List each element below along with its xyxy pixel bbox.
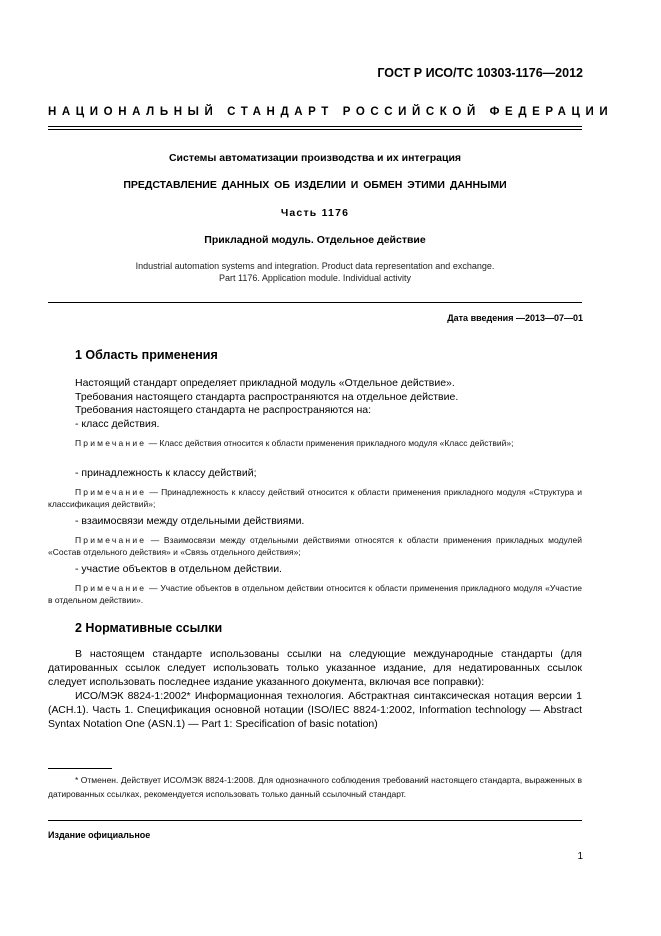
scope-note (48, 437, 582, 449)
title-english-line1: Industrial automation systems and integration. Product data representation and exchange. (135, 261, 495, 271)
header-rule-top (48, 126, 582, 127)
title-english-line2: Part 1176. Application module. Individual activity (219, 273, 411, 283)
note-lead: Примечание (75, 487, 147, 497)
note-lead: Примечание (75, 583, 147, 593)
title-series: Системы автоматизации производства и их интеграция (168, 152, 462, 164)
section1-line: Требования настоящего стандарта распространяются на отдельное действие. (75, 391, 459, 403)
note-text: — Взаимосвязи между отдельными действиями относятся к области применения прикладных модулей «Состав отдельного действия» и «Связь отдельного действия»; (48, 535, 582, 557)
official-edition-label: Издание официальное (48, 830, 151, 840)
scope-exclusion-item: - принадлежность к классу действий; (75, 467, 257, 479)
scope-note (48, 582, 582, 606)
section2-reference: ИСО/МЭК 8824-1:2002* Информационная технология. Абстрактная синтаксическая нотация версии 1 (АСН.1). Часть 1. Спецификация основной нотации (ISO/IEC 8824-1:2002, Information technology — Abstract Syntax Notation One (ASN.1) — Part 1: Specification of basic notation) (48, 690, 582, 730)
scope-exclusion-item: - взаимосвязи между отдельными действиями. (75, 515, 305, 527)
scope-note (48, 486, 582, 510)
scope-exclusion-item: - участие объектов в отдельном действии. (75, 563, 282, 575)
title-module: Прикладной модуль. Отдельное действие (204, 234, 426, 246)
national-standard-banner: НАЦИОНАЛЬНЫЙ СТАНДАРТ РОССИЙСКОЙ ФЕДЕРАЦИИ (48, 106, 614, 118)
introduction-date: Дата введения —2013—07—01 (447, 313, 583, 323)
footnote: * Отменен. Действует ИСО/МЭК 8824-1:2008. Для однозначного соблюдения требований настоящего стандарта, выраженных в датированных ссылках, рекомендуется использовать только данный ссылочный стандарт. (48, 775, 582, 799)
section1-heading: 1 Область применения (75, 348, 218, 362)
section1-line: Настоящий стандарт определяет прикладной модуль «Отдельное действие». (75, 377, 455, 389)
header-rule-bottom (48, 129, 582, 130)
note-lead: Примечание (75, 438, 147, 448)
section2-heading: 2 Нормативные ссылки (75, 621, 223, 635)
note-lead: Примечание (75, 535, 147, 545)
scope-note (48, 534, 582, 558)
document-number: ГОСТ Р ИСО/ТС 10303-1176—2012 (377, 66, 583, 80)
section1-line: Требования настоящего стандарта не распространяются на: (75, 404, 372, 416)
title-main: ПРЕДСТАВЛЕНИЕ ДАННЫХ ОБ ИЗДЕЛИИ И ОБМЕН ЭТИМИ ДАННЫМИ (123, 179, 507, 191)
scope-exclusion-item: - класс действия. (75, 418, 160, 430)
note-text: — Класс действия относится к области применения прикладного модуля «Класс действий»; (146, 438, 514, 448)
footer-rule (48, 820, 582, 821)
intro-rule (48, 302, 582, 303)
section2-paragraph: В настоящем стандарте использованы ссылки на следующие международные стандарты (для датированных ссылок следует использовать только указанное издание, для недатированных ссылок следует использовать последнее издание указанного документа, включая все поправки): (48, 648, 582, 688)
title-part: Часть 1176 (280, 207, 350, 219)
note-text: — Принадлежность к классу действий относится к области применения прикладного модуля «Структура и классификация действий»; (48, 487, 582, 509)
page-number: 1 (577, 851, 583, 862)
note-text: — Участие объектов в отдельном действии относится к области применения прикладного модуля «Участие в отдельном действии». (48, 583, 582, 605)
footnote-rule (48, 768, 112, 769)
